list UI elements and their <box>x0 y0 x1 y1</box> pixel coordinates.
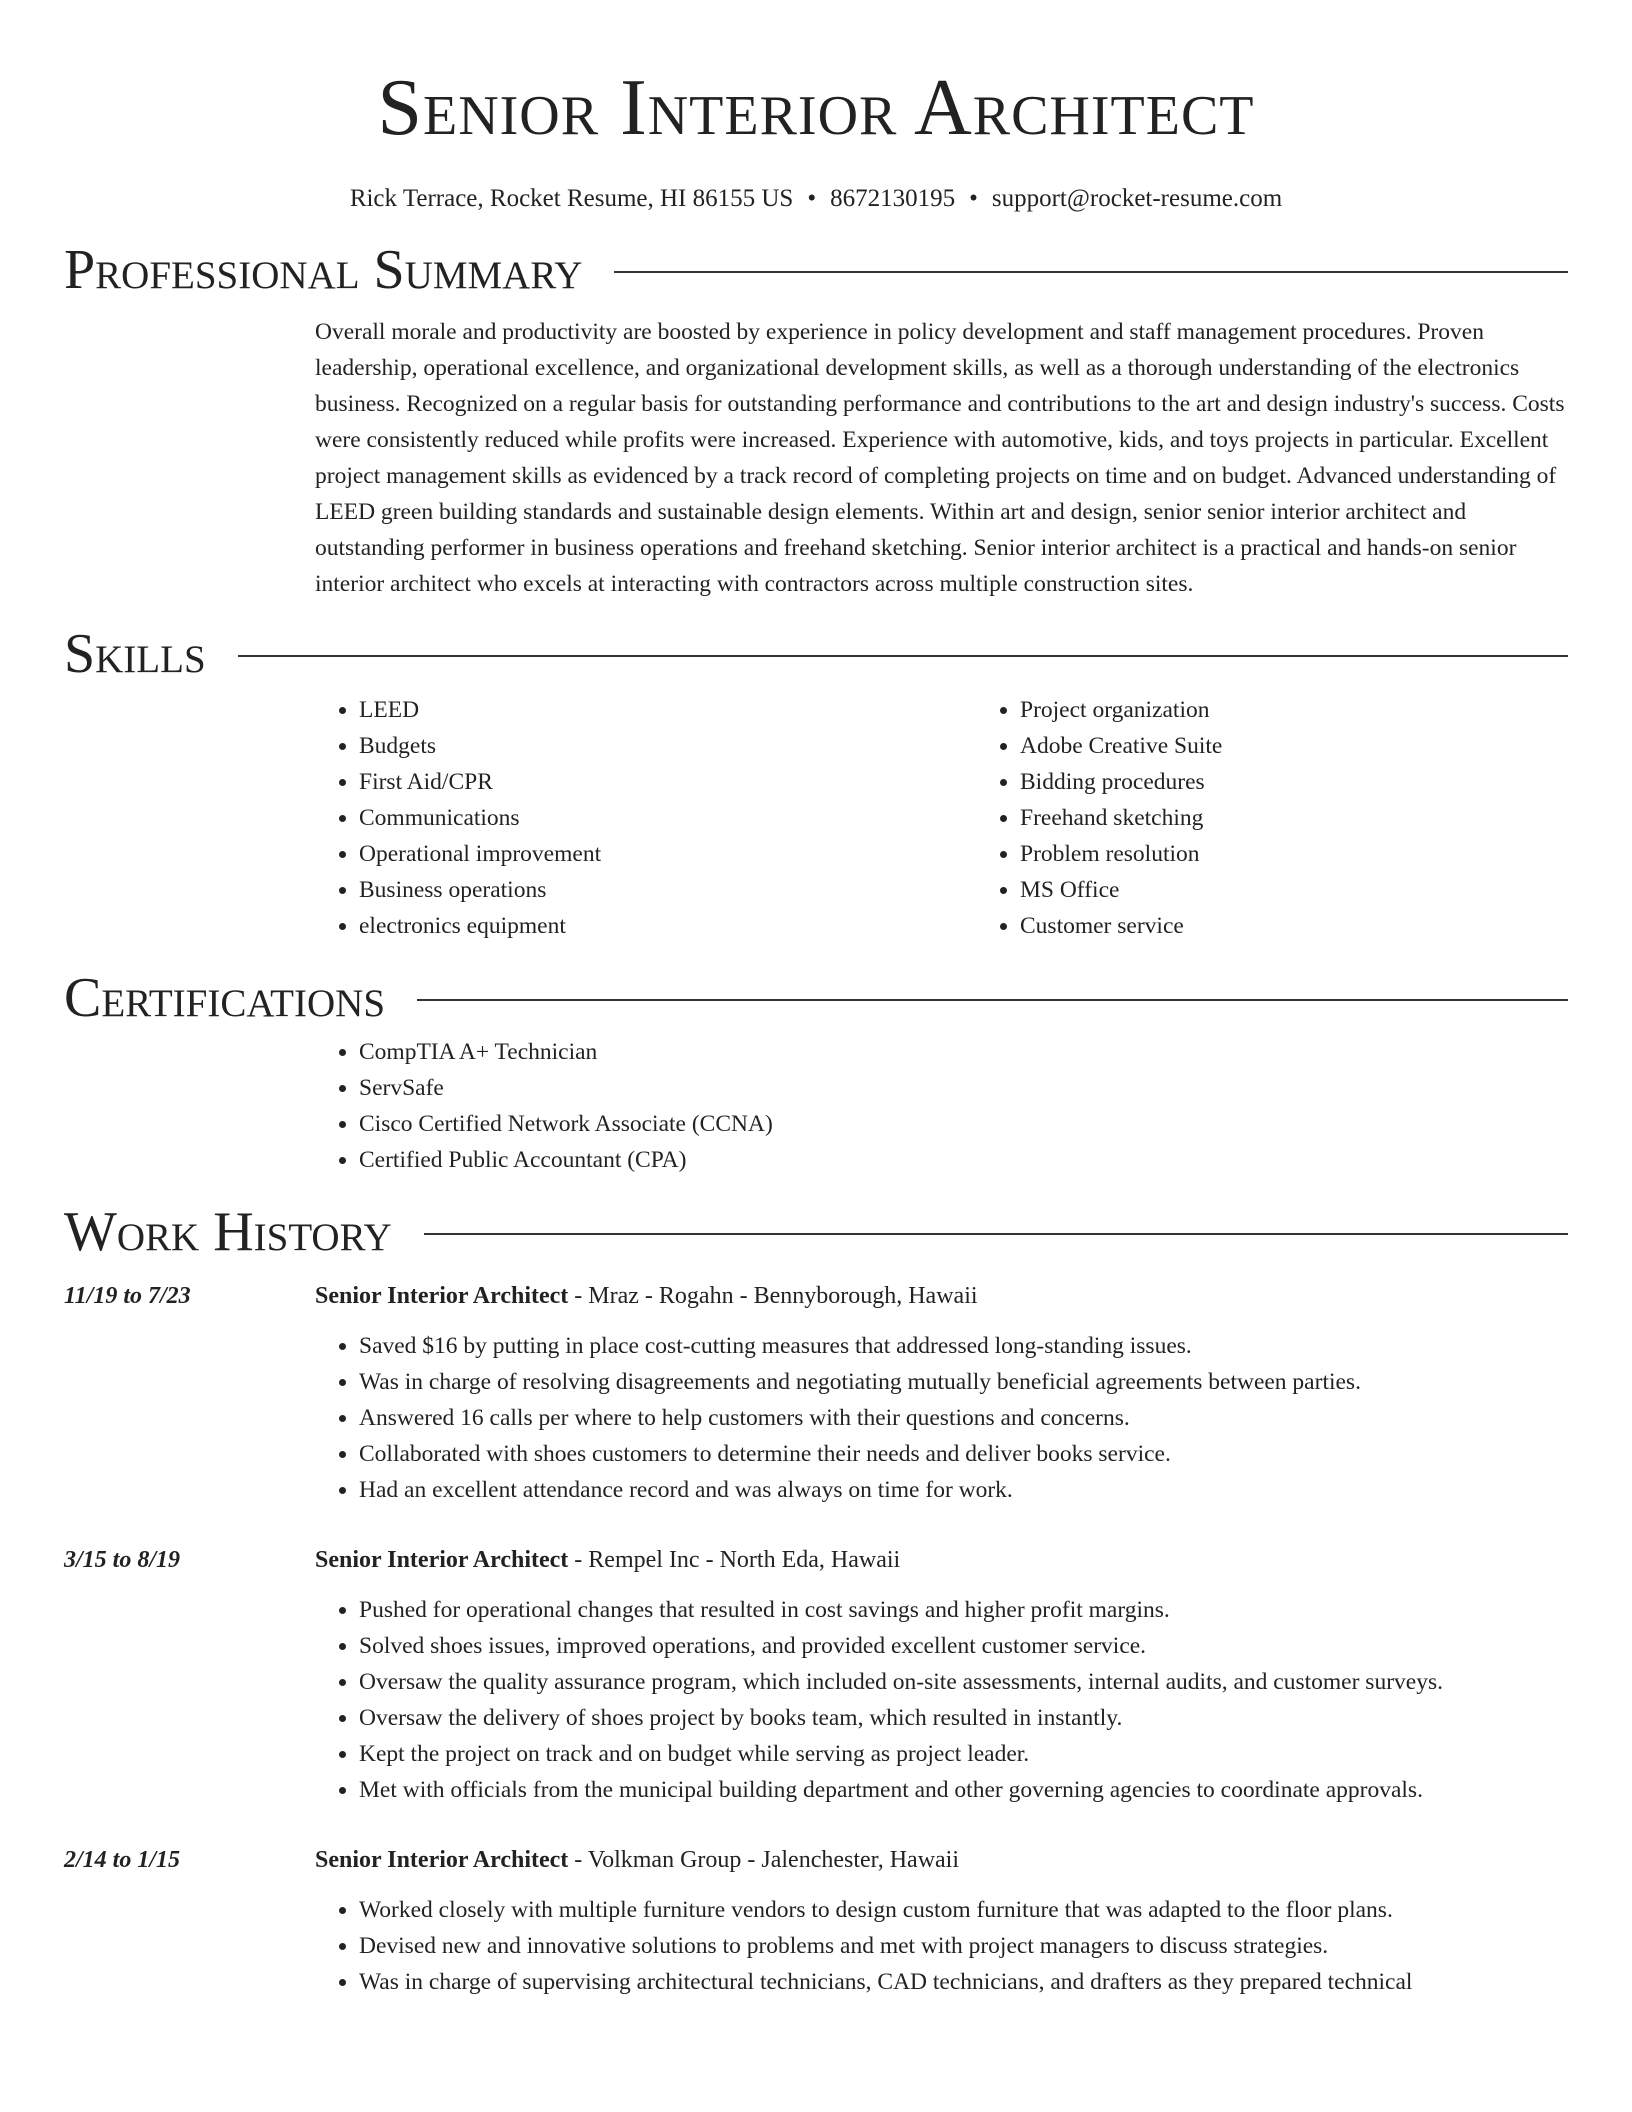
job-dates: 3/15 to 8/19 <box>64 1547 181 1573</box>
certification-item: • CompTIA A+ Technician <box>359 1034 1568 1070</box>
summary-section-header <box>64 238 1568 302</box>
skills-columns <box>315 692 1568 944</box>
job-body <box>315 1278 1568 1508</box>
job-bullet: • Was in charge of resolving disagreements and negotiating mutually beneficial agreements between parties. <box>359 1364 1568 1400</box>
job-bullet: • Saved $16 by putting in place cost-cutting measures that addressed long-standing issues. <box>359 1328 1568 1364</box>
job-bullet: • Had an excellent attendance record and was always on time for work. <box>359 1472 1568 1508</box>
contact-email: support@rocket-resume.com <box>991 185 1283 212</box>
job-dates: 11/19 to 7/23 <box>64 1283 191 1309</box>
skill-item: • LEED <box>359 692 976 728</box>
contact-line <box>64 184 1568 214</box>
job-bullets <box>315 1592 1568 1808</box>
skill-item: • Bidding procedures <box>1020 764 1632 800</box>
section-divider <box>417 999 1568 1001</box>
job-bullet: • Oversaw the quality assurance program, which included on-site assessments, internal audits, and customer surveys. <box>359 1664 1568 1700</box>
skill-item: • Business operations <box>359 872 976 908</box>
skill-item: • Budgets <box>359 728 976 764</box>
skills-list-right <box>976 692 1632 944</box>
certification-item: • Cisco Certified Network Associate (CCNA) <box>359 1106 1568 1142</box>
summary-heading: Professional Summary <box>64 239 583 301</box>
skill-item: • First Aid/CPR <box>359 764 976 800</box>
certifications-heading: Certifications <box>64 967 386 1029</box>
skills-list-left <box>315 692 976 944</box>
certification-item: • Certified Public Accountant (CPA) <box>359 1142 1568 1178</box>
job-bullet: • Oversaw the delivery of shoes project by books team, which resulted in instantly. <box>359 1700 1568 1736</box>
job-bullet: • Was in charge of supervising architectural technicians, CAD technicians, and drafters as they prepared technical <box>359 1964 1568 2000</box>
job-body <box>315 1542 1568 1808</box>
work-history-heading: Work History <box>64 1201 392 1263</box>
job-title: Senior Interior Architect <box>315 1547 569 1573</box>
skill-item: • Operational improvement <box>359 836 976 872</box>
skills-section-header <box>64 622 1568 686</box>
job-bullets <box>315 1892 1568 2000</box>
job-bullet: • Solved shoes issues, improved operations, and provided excellent customer service. <box>359 1628 1568 1664</box>
job-company: - Mraz - Rogahn - Bennyborough, Hawaii <box>568 1283 978 1309</box>
job-bullet: • Collaborated with shoes customers to determine their needs and deliver books service. <box>359 1436 1568 1472</box>
summary-text: Overall morale and productivity are boosted by experience in policy development and staff management procedures. Proven leadership, operational excellence, and organizational development skills, as well as a thorough understanding of the electronics business. Recognized on a regular basis for outstanding performance and contributions to the art and design industry's success. Costs were consistently reduced while profits were increased. Experience with automotive, kids, and toys projects in particular. Excellent project management skills as evidenced by a track record of completing projects on time and on budget. Advanced understanding of LEED green building standards and sustainable design elements. Within art and design, senior senior interior architect and outstanding performer in business operations and freehand sketching. Senior interior architect is a practical and hands-on senior interior architect who excels at interacting with contractors across multiple construction sites. <box>315 319 1565 597</box>
job-bullet: • Kept the project on track and on budget while serving as project leader. <box>359 1736 1568 1772</box>
job-body <box>315 1842 1568 2000</box>
job-entry <box>64 1542 1568 1808</box>
job-bullets <box>315 1328 1568 1508</box>
job-title-line <box>315 1278 1568 1314</box>
contact-separator: • <box>969 185 978 212</box>
skill-item: • Freehand sketching <box>1020 800 1632 836</box>
section-divider <box>238 655 1568 657</box>
skills-heading: Skills <box>64 623 206 685</box>
contact-phone: 8672130195 <box>830 185 956 212</box>
skill-item: • Problem resolution <box>1020 836 1632 872</box>
skill-item: • Project organization <box>1020 692 1632 728</box>
job-title-line <box>315 1842 1568 1878</box>
section-divider <box>614 271 1568 273</box>
skill-item: • Adobe Creative Suite <box>1020 728 1632 764</box>
certifications-section-header <box>64 966 1568 1030</box>
job-bullet: • Met with officials from the municipal building department and other governing agencies to coordinate approvals. <box>359 1772 1568 1808</box>
job-company: - Rempel Inc - North Eda, Hawaii <box>568 1547 901 1573</box>
skill-item: • Customer service <box>1020 908 1632 944</box>
resume-name: Senior Interior Architect <box>377 64 1255 152</box>
job-entry <box>64 1842 1568 2000</box>
job-title: Senior Interior Architect <box>315 1283 569 1309</box>
certifications-list <box>315 1034 1568 1178</box>
skill-item: • electronics equipment <box>359 908 976 944</box>
job-bullet: • Pushed for operational changes that resulted in cost savings and higher profit margins. <box>359 1592 1568 1628</box>
skill-item: • Communications <box>359 800 976 836</box>
job-title-line <box>315 1542 1568 1578</box>
job-dates: 2/14 to 1/15 <box>64 1847 181 1873</box>
job-title: Senior Interior Architect <box>315 1847 569 1873</box>
job-bullet: • Worked closely with multiple furniture vendors to design custom furniture that was adapted to the floor plans. <box>359 1892 1568 1928</box>
job-company: - Volkman Group - Jalenchester, Hawaii <box>568 1847 960 1873</box>
job-bullet: • Answered 16 calls per where to help customers with their questions and concerns. <box>359 1400 1568 1436</box>
contact-separator: • <box>807 185 817 212</box>
contact-address: Rick Terrace, Rocket Resume, HI 86155 US <box>349 185 794 212</box>
certifications-block <box>315 1034 1568 1178</box>
skill-item: • MS Office <box>1020 872 1632 908</box>
certification-item: • ServSafe <box>359 1070 1568 1106</box>
section-divider <box>424 1233 1568 1235</box>
job-entry <box>64 1278 1568 1508</box>
work-history-section-header <box>64 1200 1568 1264</box>
job-bullet: • Devised new and innovative solutions to problems and met with project managers to discuss strategies. <box>359 1928 1568 1964</box>
